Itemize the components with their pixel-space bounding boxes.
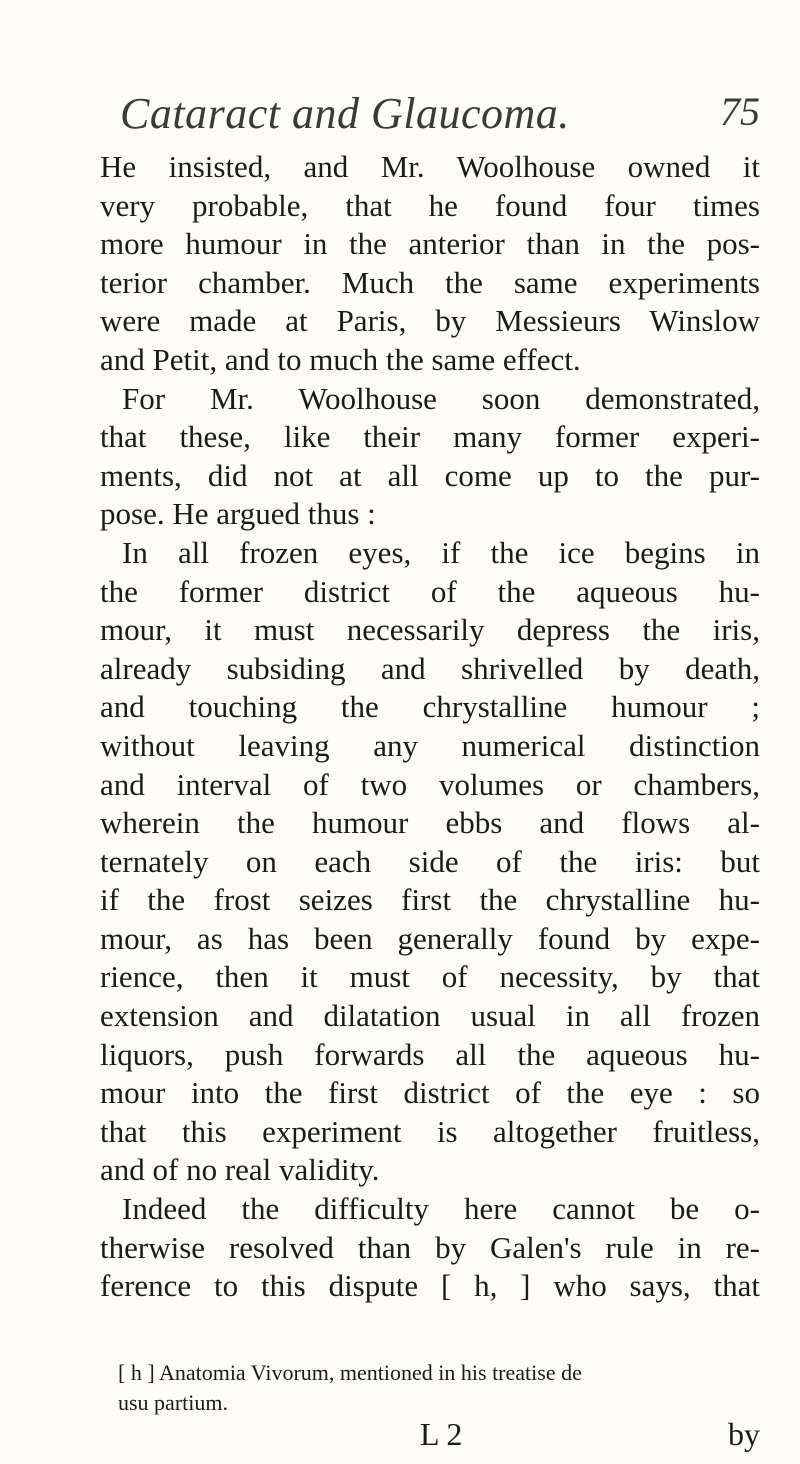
text-line: and of no real validity. — [100, 1152, 380, 1188]
text-line: mour into the first district of the eye : so — [100, 1075, 760, 1111]
text-line: wherein the humour ebbs and flows al- — [100, 805, 760, 841]
text-line: extension and dilatation usual in all frozen — [100, 998, 760, 1034]
text-line: He insisted, and Mr. Woolhouse owned it — [100, 149, 760, 184]
text-line: Indeed the difficulty here cannot be o- — [122, 1191, 760, 1227]
text-line: mour, it must necessarily depress the iris, — [100, 612, 760, 648]
text-line: and interval of two volumes or chambers, — [100, 766, 760, 802]
catchword: by — [728, 1416, 760, 1452]
text-line: already subsiding and shrivelled by death, — [100, 650, 760, 686]
text-line: In all frozen eyes, if the ice begins in — [122, 534, 760, 570]
text-line: liquors, push forwards all the aqueous hu- — [100, 1036, 760, 1072]
text-line: therwise resolved than by Galen's rule in re- — [100, 1229, 760, 1265]
text-line: that this experiment is altogether fruitless, — [100, 1113, 760, 1149]
text-line: and Petit, and to much the same effect. — [100, 341, 581, 377]
text-line: ments, did not at all come up to the pur- — [100, 457, 760, 493]
footnote-line: usu partium. — [118, 1390, 228, 1415]
text-line: and touching the chrystalline humour ; — [100, 689, 760, 725]
text-line: terior chamber. Much the same experiments — [100, 264, 760, 300]
text-line: rience, then it must of necessity, by that — [100, 959, 760, 995]
text-line: mour, as has been generally found by expe- — [100, 920, 760, 956]
footnote-line: [ h ] Anatomia Vivorum, mentioned in his treatise de — [118, 1360, 582, 1385]
text-line: that these, like their many former experi- — [100, 419, 760, 455]
footnote — [118, 1358, 758, 1418]
text-line: more humour in the anterior than in the pos- — [100, 226, 760, 262]
text-line: ference to this dispute [ h, ] who says, that — [100, 1268, 760, 1304]
page-number: 75 — [720, 89, 760, 134]
running-head — [120, 88, 760, 148]
text-line: pose. He argued thus : — [100, 496, 376, 532]
text-line: very probable, that he found four times — [100, 187, 760, 223]
running-head-title: Cataract and Glaucoma. — [120, 89, 570, 138]
text-line: the former district of the aqueous hu- — [100, 573, 760, 609]
text-line: if the frost seizes first the chrystalline hu- — [100, 882, 760, 918]
text-line: were made at Paris, by Messieurs Winslow — [100, 303, 760, 339]
signature-mark: L 2 — [420, 1416, 463, 1452]
body-text — [100, 148, 760, 1306]
text-line: ternately on each side of the iris: but — [100, 843, 760, 879]
text-line: without leaving any numerical distinction — [100, 727, 760, 763]
text-line: For Mr. Woolhouse soon demonstrated, — [122, 380, 760, 416]
